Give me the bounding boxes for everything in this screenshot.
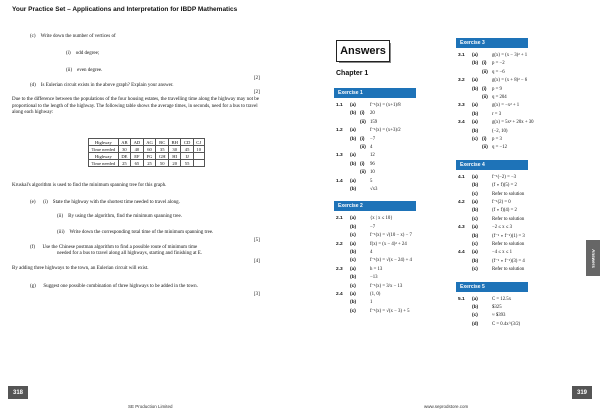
answer-row: 4.2 (a) f⁻¹(2) = 0 [458, 200, 511, 205]
question-c: (c) Write down the number of vertices of [30, 34, 116, 39]
answer-row: (b) (f⁻¹ ∘ f⁻¹)(1) = 3 [472, 233, 525, 239]
exercise-header: Exercise 1 [334, 88, 416, 98]
question-c-i: (i) odd degree; [66, 51, 100, 56]
answers-title: Answers [336, 40, 390, 62]
answer-row: 1.3 (a) 12 [336, 153, 375, 159]
answer-row: (b) (i) p = 9 [472, 86, 502, 92]
answer-row: (b) (−2, 10) [472, 128, 508, 134]
footer: www.seprodstore.com [424, 404, 469, 409]
exercise-header: Exercise 4 [456, 160, 528, 170]
answer-row: 3.1 (a) g(x) = (x − 3)² + 1 [458, 53, 528, 58]
marks: [2] [254, 90, 260, 95]
answer-row: (ii) q = 204 [482, 95, 507, 100]
exercise-header: Exercise 3 [456, 38, 528, 48]
answer-row: (c) f⁻¹(x) = 3/x − 13 [350, 283, 403, 289]
answer-row: 3.3 (a) g(x) = −x² + 1 [458, 103, 520, 109]
answer-row: 2.3 (a) h = 13 [336, 266, 383, 272]
footer: SE Production Limited [128, 404, 173, 409]
answer-row: (c) ≈ $393 [472, 313, 506, 319]
page-number: 318 [8, 386, 28, 399]
answer-row: 2.2 (a) f(x) = (x − 4)² + 24 [336, 241, 407, 247]
answer-row: (c) Refer to solution [472, 267, 525, 273]
answer-row: (c) Refer to solution [472, 242, 525, 247]
question-e-iii: (iii) Write down the corresponding total time of the minimum spanning tree. [57, 230, 214, 235]
eulerian-text: By adding three highways to the town, an Eulerian circuit will exist. [12, 266, 149, 271]
answer-row: 4.1 (a) f⁻¹(−2) = −3 [458, 174, 517, 180]
answer-row: (b) −7 [350, 224, 376, 230]
answer-row: (c) (i) p = 3 [472, 137, 502, 142]
question-f: (f) Use the Chinese postman algorithm to find a possible route of minimum time [30, 245, 198, 250]
page-number: 319 [572, 386, 592, 399]
answer-row: (c) f⁻¹(x) = √(x − 24) + 4 [350, 258, 412, 264]
answer-row: (d) C = 0.4x^(3/2) [472, 321, 521, 327]
question-c-ii: (ii) even degree. [66, 68, 103, 73]
answer-row: (c) Refer to solution [472, 191, 525, 197]
table-row: Time needed 30 40 60 35 30 45 10 [89, 146, 205, 153]
table-row: Highway AB AD AG BC BH CD CJ [89, 139, 205, 146]
question-d: (d) Is Eulerian circuit exists in the above graph? Explain your answer. [30, 83, 174, 88]
answer-row: (ii) q = −6 [482, 69, 505, 75]
answers-side-tab: Answers [586, 240, 600, 276]
answer-row: 3.2 (a) g(x) = (x + 8)² − 6 [458, 78, 528, 84]
answer-row: 4.3 (a) −2 ≤ x ≤ 3 [458, 225, 512, 231]
answer-row: 2.4 (a) (1, 0) [336, 292, 381, 297]
answer-row: 4.4 (a) −4 ≤ x ≤ 1 [458, 250, 512, 256]
answer-row: (c) Refer to solution [472, 216, 525, 222]
question-e-ii: (ii) By using the algorithm, find the minimum spanning tree. [57, 214, 182, 219]
table-row: Time needed 25 65 25 50 20 55 [89, 160, 205, 167]
question-g: (g) Suggest one possible combination of three highways to be added in the town. [30, 284, 198, 289]
marks: [3] [254, 292, 260, 297]
answer-row: 1.2 (a) f⁻¹(x) = (x+3)/2 [336, 128, 401, 134]
answer-row: 1.1 (a) f⁻¹(x) = (x+1)/8 [336, 103, 401, 108]
answer-row: 3.4 (a) g(x) = 5x² + 20x + 30 [458, 120, 534, 126]
answer-row: (c) f⁻¹(x) = √(10 − x) − 7 [350, 233, 412, 239]
answer-row: (b) 1 [350, 300, 373, 306]
marks: [2] [254, 76, 260, 81]
answer-row: (b) −13 [350, 275, 378, 281]
page-header: Your Practice Set – Applications and Interpretation for IBDP Mathematics [12, 6, 238, 13]
answer-row: (ii) 10 [360, 170, 375, 176]
highway-table [88, 138, 205, 167]
answer-row: (b) (f ∘ f)(5) = 2 [472, 183, 517, 189]
question-e-i: (e) (i) State the highway with the shortest time needed to travel along. [30, 200, 180, 205]
answer-row: (b) 4 [350, 250, 373, 255]
answer-row: (b) (f⁻¹ ∘ f⁻¹)(3) = 4 [472, 258, 525, 264]
paragraph: Due to the difference between the populations of the four housing estates, the travelling time along the highway may not be proportional to the length of the highway. The following table shows the average times, in seconds, need for a bus to travel along each highway: [12, 97, 259, 115]
answer-row: (ii) 4 [360, 145, 373, 150]
chapter-title: Chapter 1 [336, 70, 369, 77]
answer-row: (ii) 159 [360, 119, 378, 125]
answer-row: 5.1 (a) C = 12.5x [458, 296, 512, 302]
left-page [0, 0, 296, 420]
answer-row: (b) (f ∘ f)(4) = 2 [472, 208, 517, 214]
answer-row: (b) √x3 [350, 187, 378, 192]
exercise-header: Exercise 5 [456, 282, 528, 292]
answer-row: 2.1 (a) {x | x ≤ 10} [336, 216, 393, 222]
answer-row: (b) (i) −7 [350, 136, 376, 142]
exercise-header: Exercise 2 [334, 201, 416, 211]
table-row: Highway DE EF FG GH HI IJ [89, 153, 205, 160]
marks: [4] [254, 259, 260, 264]
answer-row: (b) (i) p = −2 [472, 61, 505, 67]
answer-row: (ii) q = −12 [482, 145, 508, 151]
answer-row: (b) (i) 96 [350, 161, 375, 167]
answer-row: (b) (i) 20 [350, 111, 375, 117]
kruskal-text: Kruskal's algorithm is used to find the minimum spanning tree for this graph. [12, 183, 167, 188]
marks: [5] [254, 238, 260, 243]
answer-row: 1.4 (a) 5 [336, 178, 373, 184]
answer-row: (b) $325 [472, 305, 502, 310]
question-f-line2: needed for a bus to travel along all highways, starting and finishing at E. [57, 251, 203, 256]
answer-row: (c) f⁻¹(x) = √(x − 3) + 5 [350, 308, 410, 314]
answer-row: (b) r = 3 [472, 111, 502, 117]
right-page [304, 0, 600, 420]
